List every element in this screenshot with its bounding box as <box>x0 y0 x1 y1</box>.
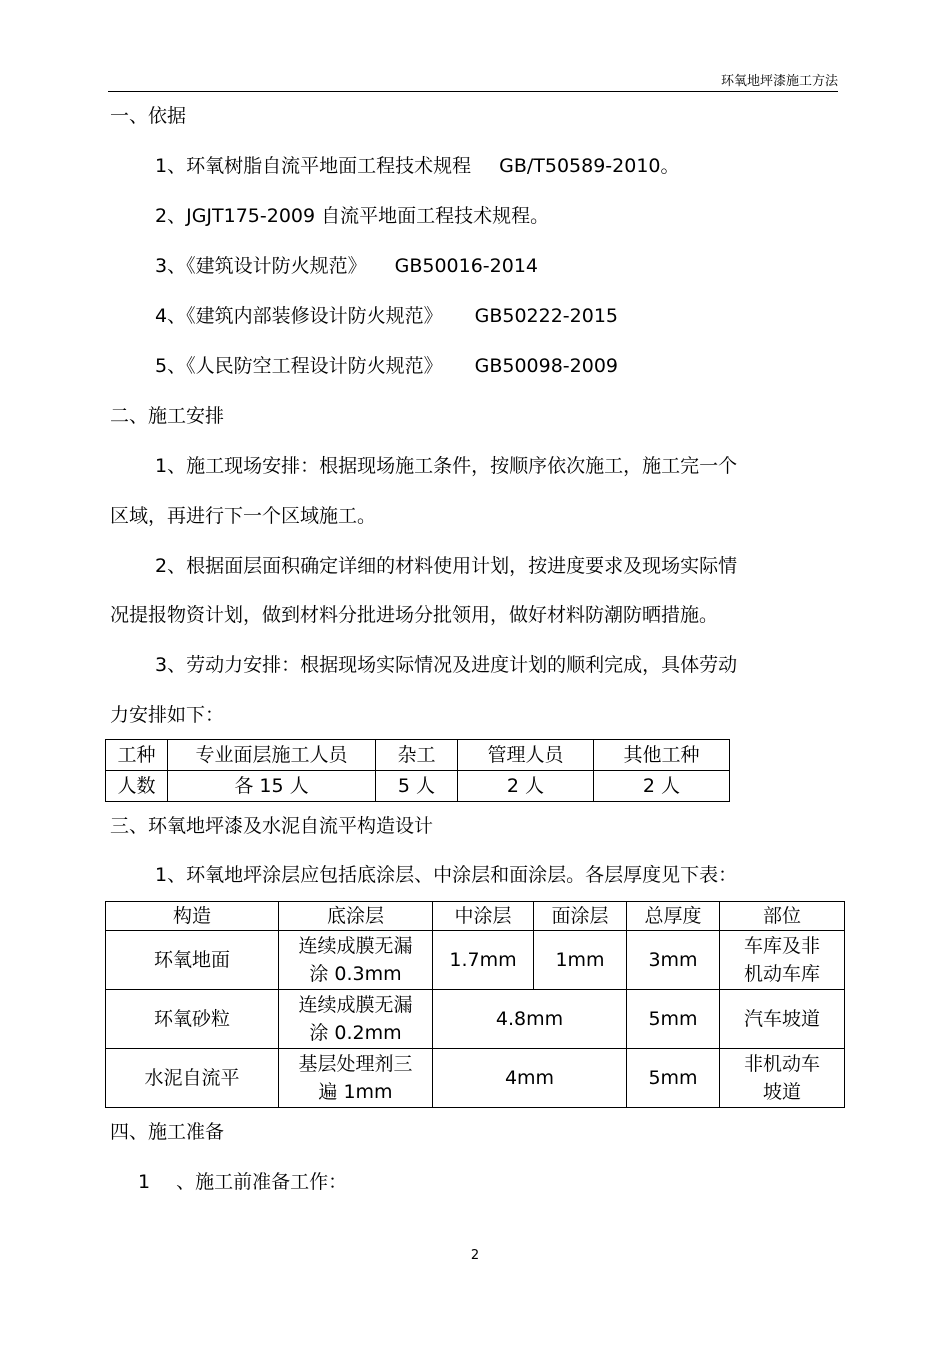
basis-item-4-text: 4、《建筑内部装修设计防火规范》 <box>155 305 443 327</box>
table-cell: 5mm <box>627 1049 720 1108</box>
preparation-item-1-text: 、施工前准备工作： <box>176 1171 348 1193</box>
basis-item-1-code: GB/T50589-2010。 <box>499 155 680 177</box>
table-cell: 环氧地面 <box>106 931 279 990</box>
table-cell: 1mm <box>534 931 627 990</box>
layer-thickness-table <box>105 901 845 1108</box>
basis-item-5 <box>155 354 618 378</box>
table-cell: 部位 <box>720 902 845 931</box>
table-cell: 水泥自流平 <box>106 1049 279 1108</box>
table-cell: 5mm <box>627 990 720 1049</box>
table-cell: 底涂层 <box>279 902 433 931</box>
arrangement-p2-line1: 2、根据面层面积确定详细的材料使用计划，按进度要求及现场实际情 <box>155 555 738 577</box>
table-cell <box>720 1049 845 1108</box>
table-cell: 1.7mm <box>433 931 534 990</box>
table-cell: 人数 <box>106 771 168 802</box>
table-cell: 总厚度 <box>627 902 720 931</box>
preparation-item-1 <box>138 1170 347 1194</box>
basis-item-4-code: GB50222-2015 <box>474 305 619 327</box>
table-cell <box>279 990 433 1049</box>
table-cell: 汽车坡道 <box>720 990 845 1049</box>
basis-item-3-code: GB50016-2014 <box>394 255 539 277</box>
table-cell <box>279 931 433 990</box>
arrangement-p3-line2: 力安排如下： <box>110 704 225 726</box>
basis-item-3 <box>155 254 538 278</box>
cell-line: 涂 0.2mm <box>309 1022 402 1044</box>
table-cell: 2 人 <box>594 771 730 802</box>
cell-line: 基层处理剂三 <box>298 1053 413 1075</box>
table-cell: 杂工 <box>376 740 458 771</box>
table-cell: 4.8mm <box>433 990 627 1049</box>
table-cell: 面涂层 <box>534 902 627 931</box>
section-heading-basis: 一、依据 <box>110 105 187 127</box>
table-cell <box>720 931 845 990</box>
table-cell: 中涂层 <box>433 902 534 931</box>
basis-item-1-text: 1、环氧树脂自流平地面工程技术规程 <box>155 155 472 177</box>
cell-line: 涂 0.3mm <box>309 963 402 985</box>
table-cell: 4mm <box>433 1049 627 1108</box>
labor-table <box>105 739 730 802</box>
section-heading-preparation: 四、施工准备 <box>110 1121 225 1143</box>
table-cell: 构造 <box>106 902 279 931</box>
table-cell: 其他工种 <box>594 740 730 771</box>
basis-item-2: 2、JGJT175-2009 自流平地面工程技术规程。 <box>155 205 550 227</box>
cell-line: 机动车库 <box>743 963 820 985</box>
cell-line: 连续成膜无漏 <box>298 935 413 957</box>
table-cell: 2 人 <box>458 771 594 802</box>
table-cell: 各 15 人 <box>168 771 376 802</box>
table-cell: 3mm <box>627 931 720 990</box>
cell-line: 遍 1mm <box>318 1081 393 1103</box>
table-cell: 专业面层施工人员 <box>168 740 376 771</box>
arrangement-p1-line2: 区域，再进行下一个区域施工。 <box>110 505 377 527</box>
cell-line: 坡道 <box>762 1081 801 1103</box>
cell-line: 连续成膜无漏 <box>298 994 413 1016</box>
table-cell: 工种 <box>106 740 168 771</box>
arrangement-p3-line1: 3、劳动力安排：根据现场实际情况及进度计划的顺利完成，具体劳动 <box>155 654 738 676</box>
basis-item-5-text: 5、《人民防空工程设计防火规范》 <box>155 355 443 377</box>
basis-item-1 <box>155 154 680 178</box>
table-row <box>106 902 845 931</box>
table-row <box>106 771 730 802</box>
table-cell: 管理人员 <box>458 740 594 771</box>
arrangement-p1-line1: 1、施工现场安排：根据现场施工条件，按顺序依次施工，施工完一个 <box>155 455 738 477</box>
table-cell: 5 人 <box>376 771 458 802</box>
page-number: 2 <box>470 1248 480 1263</box>
basis-item-4 <box>155 304 618 328</box>
table-cell <box>279 1049 433 1108</box>
section-heading-design: 三、环氧地坪漆及水泥自流平构造设计 <box>110 815 434 837</box>
table-row <box>106 931 845 990</box>
header-rule <box>108 91 838 92</box>
cell-line: 非机动车 <box>743 1053 820 1075</box>
table-row <box>106 990 845 1049</box>
table-row <box>106 740 730 771</box>
cell-line: 车库及非 <box>743 935 820 957</box>
table-cell: 环氧砂粒 <box>106 990 279 1049</box>
section-heading-arrangement: 二、施工安排 <box>110 405 225 427</box>
basis-item-5-code: GB50098-2009 <box>474 355 619 377</box>
basis-item-3-text: 3、《建筑设计防火规范》 <box>155 255 367 277</box>
running-header: 环氧地坪漆施工方法 <box>720 74 838 89</box>
table-row <box>106 1049 845 1108</box>
design-p1: 1、环氧地坪涂层应包括底涂层、中涂层和面涂层。各层厚度见下表： <box>155 864 738 886</box>
arrangement-p2-line2: 况提报物资计划，做到材料分批进场分批领用，做好材料防潮防晒措施。 <box>110 604 719 626</box>
preparation-item-1-number: 1 <box>138 1171 151 1193</box>
